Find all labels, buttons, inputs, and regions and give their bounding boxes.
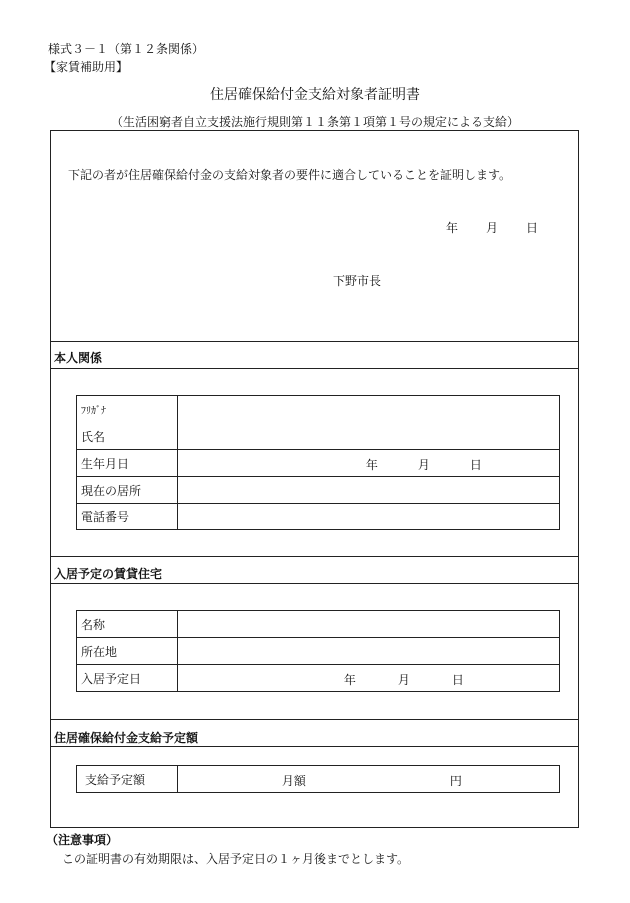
location-label: 所在地 bbox=[77, 638, 178, 665]
cert-issuer: 下野市長 bbox=[333, 274, 382, 288]
form-number: 様式３－１（第１２条関係） bbox=[48, 42, 205, 56]
phone-label: 電話番号 bbox=[77, 504, 178, 530]
housing-table bbox=[76, 610, 560, 692]
name-field[interactable] bbox=[177, 396, 559, 450]
notes-heading: （注意事項） bbox=[46, 833, 119, 847]
birthdate-label: 生年月日 bbox=[77, 450, 178, 477]
table-row bbox=[77, 396, 560, 450]
page-title: 住居確保給付金支給対象者証明書 bbox=[210, 87, 420, 103]
divider bbox=[50, 746, 579, 747]
divider bbox=[50, 341, 579, 342]
movein-month: 月 bbox=[397, 673, 410, 687]
movein-label: 入居予定日 bbox=[77, 665, 178, 692]
movein-year: 年 bbox=[343, 673, 356, 687]
birth-year: 年 bbox=[365, 458, 378, 472]
section-housing-heading: 入居予定の賃貸住宅 bbox=[54, 567, 163, 581]
divider bbox=[50, 719, 579, 720]
form-type: 【家賃補助用】 bbox=[44, 60, 129, 74]
yen-label: 円 bbox=[449, 774, 462, 788]
table-row bbox=[77, 766, 560, 793]
cert-month: 月 bbox=[486, 221, 499, 235]
name-label: 氏名 bbox=[81, 430, 106, 444]
birth-day: 日 bbox=[469, 458, 482, 472]
divider bbox=[50, 556, 579, 557]
birthdate-field[interactable] bbox=[177, 450, 559, 477]
table-row bbox=[77, 665, 560, 692]
table-row bbox=[77, 504, 560, 530]
page-subtitle: （生活困窮者自立支援法施行規則第１１条第１項第１号の規定による支給） bbox=[110, 115, 519, 129]
cert-statement: 下記の者が住居確保給付金の支給対象者の要件に適合していることを証明します。 bbox=[68, 168, 512, 182]
notes-text: この証明書の有効期限は、入居予定日の１ヶ月後までとします。 bbox=[62, 852, 410, 866]
divider bbox=[50, 368, 579, 369]
cert-year: 年 bbox=[446, 221, 459, 235]
amount-label: 支給予定額 bbox=[77, 766, 178, 793]
section-payment-heading: 住居確保給付金支給予定額 bbox=[54, 731, 199, 745]
table-row bbox=[77, 477, 560, 504]
payment-table bbox=[76, 765, 560, 793]
movein-day: 日 bbox=[451, 673, 464, 687]
location-field[interactable] bbox=[177, 638, 559, 665]
monthly-label: 月額 bbox=[281, 774, 306, 788]
person-table bbox=[76, 395, 560, 530]
furigana-label: ﾌﾘｶﾞﾅ bbox=[81, 406, 106, 417]
table-row bbox=[77, 638, 560, 665]
divider bbox=[50, 583, 579, 584]
table-row bbox=[77, 611, 560, 638]
phone-field[interactable] bbox=[177, 504, 559, 530]
amount-field[interactable] bbox=[177, 766, 559, 793]
address-label: 現在の居所 bbox=[77, 477, 178, 504]
movein-field[interactable] bbox=[177, 665, 559, 692]
address-field[interactable] bbox=[177, 477, 559, 504]
birth-month: 月 bbox=[417, 458, 430, 472]
cert-day: 日 bbox=[526, 221, 539, 235]
section-person-heading: 本人関係 bbox=[54, 351, 103, 365]
housing-name-label: 名称 bbox=[77, 611, 178, 638]
table-row bbox=[77, 450, 560, 477]
housing-name-field[interactable] bbox=[177, 611, 559, 638]
